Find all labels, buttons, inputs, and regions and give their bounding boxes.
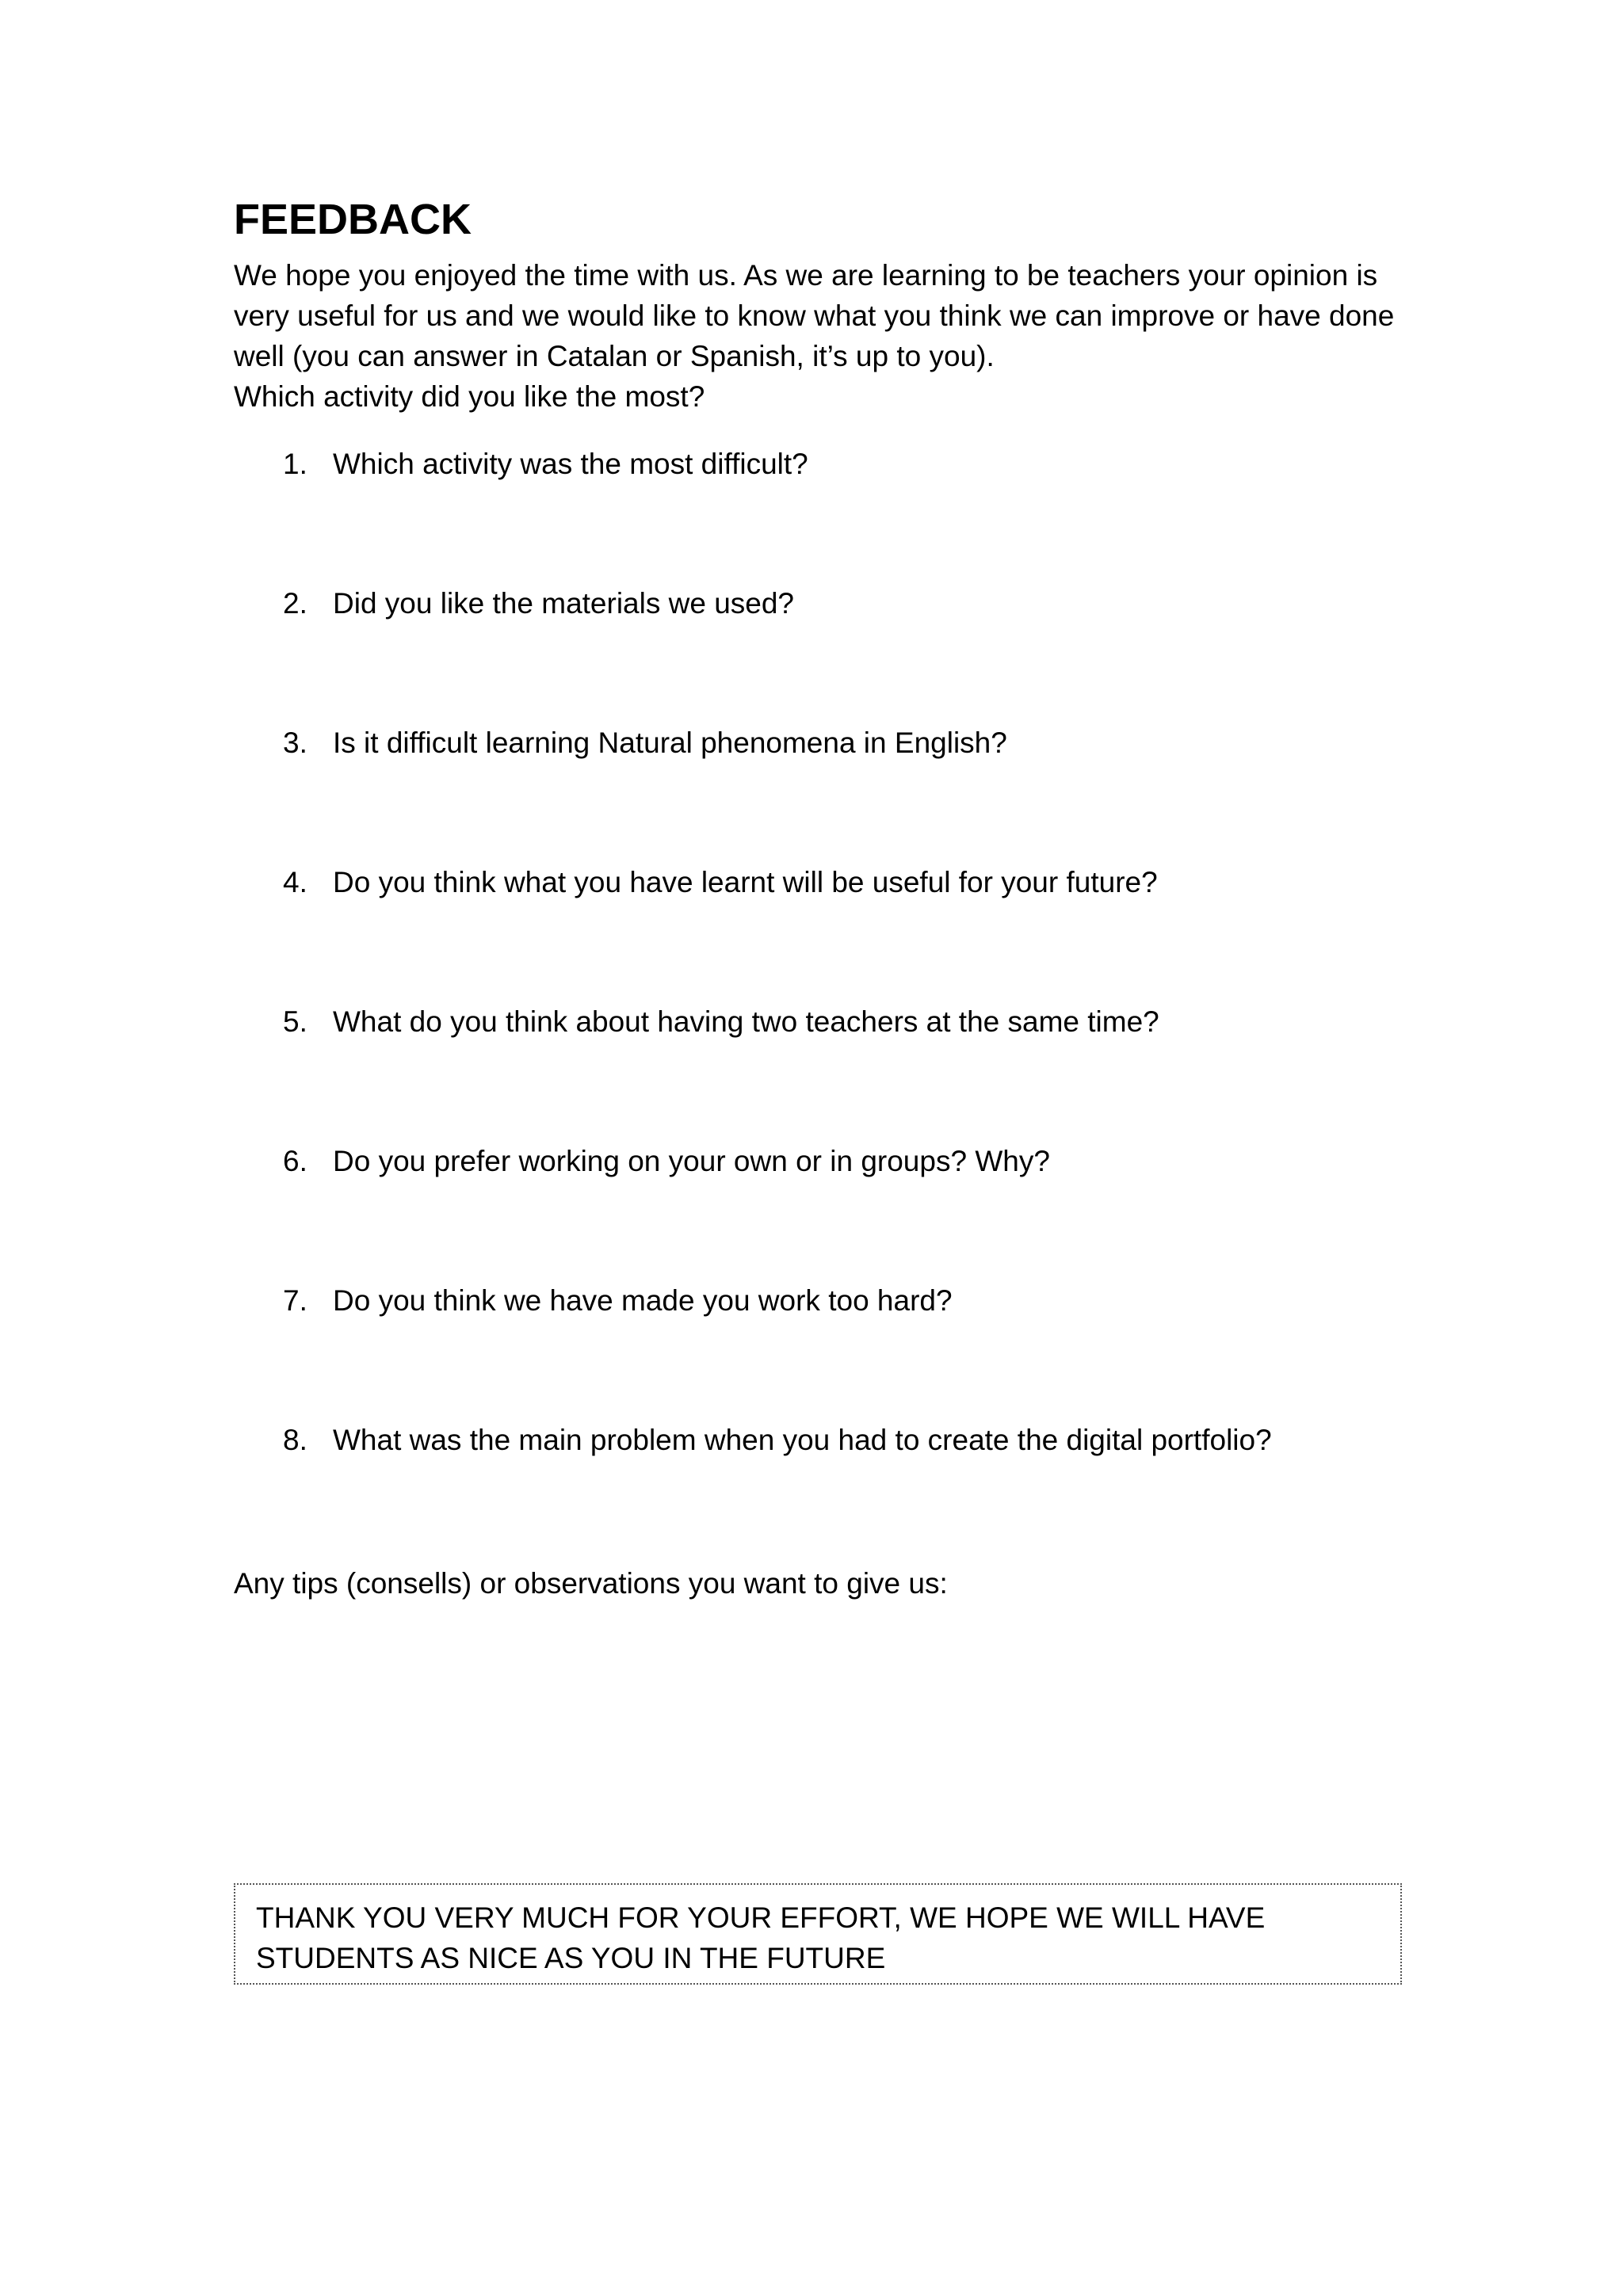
thank-you-box [234, 1883, 1402, 1985]
question-item [234, 583, 1502, 723]
question-item [234, 1280, 1502, 1420]
question-number: 3. [283, 727, 307, 759]
page-title: FEEDBACK [234, 196, 472, 243]
question-list [234, 444, 1502, 1559]
question-number: 1. [283, 448, 307, 480]
question-text: What do you think about having two teachers at the same time? [333, 1005, 1159, 1038]
question-text: Did you like the materials we used? [333, 587, 795, 620]
question-text: Do you think what you have learnt will be useful for your future? [333, 866, 1158, 898]
question-number: 7. [283, 1284, 307, 1317]
question-item [234, 1001, 1502, 1141]
thank-you-message: THANK YOU VERY MUCH FOR YOUR EFFORT, WE HOPE WE WILL HAVE STUDENTS AS NICE AS YOU IN THE FUTURE [256, 1901, 1266, 1974]
question-item [234, 723, 1502, 862]
question-number: 6. [283, 1145, 307, 1177]
question-text: Which activity was the most difficult? [333, 448, 808, 480]
question-item [234, 444, 1502, 583]
question-item [234, 1141, 1502, 1280]
intro-section [234, 255, 1423, 417]
question-number: 8. [283, 1424, 307, 1456]
question-number: 2. [283, 587, 307, 620]
question-text: Do you prefer working on your own or in groups? Why? [333, 1145, 1050, 1177]
question-number: 4. [283, 866, 307, 898]
question-number: 5. [283, 1005, 307, 1038]
question-text: What was the main problem when you had to create the digital portfolio? [333, 1424, 1272, 1456]
question-item [234, 862, 1502, 1001]
tips-prompt: Any tips (consells) or observations you want to give us: [234, 1567, 948, 1600]
question-item [234, 1420, 1502, 1559]
intro-first-question: Which activity did you like the most? [234, 380, 705, 413]
intro-paragraph: We hope you enjoyed the time with us. As we are learning to be teachers your opinion is very useful for us and we would like to know what you think we can improve or have done well (you can answer in Catalan or Spanish, it’s up to you). [234, 259, 1395, 372]
question-text: Is it difficult learning Natural phenomena in English? [333, 727, 1007, 759]
question-text: Do you think we have made you work too hard? [333, 1284, 953, 1317]
